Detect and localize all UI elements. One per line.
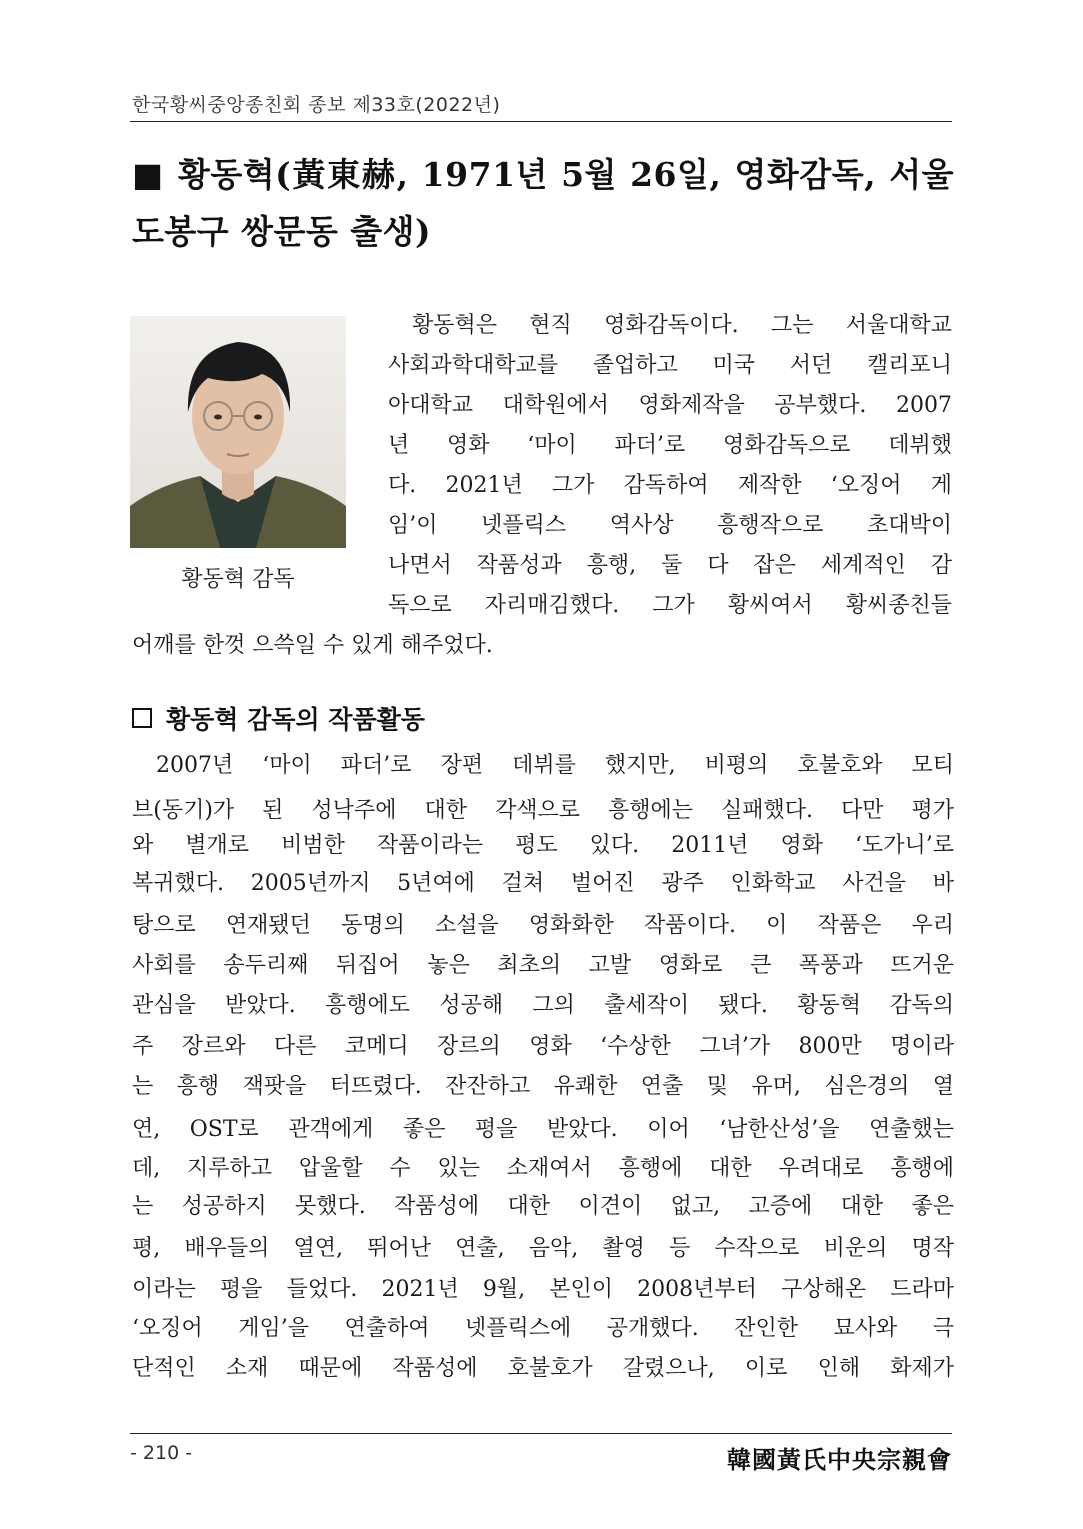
intro-line: 사회과학대학교를 졸업하고 미국 서던 캘리포니 (388, 353, 952, 378)
body-line: 데, 지루하고 압울할 수 있는 소재여서 흥행에 대한 우려대로 흥행에 (132, 1156, 954, 1181)
body-line: 주 장르와 다른 코메디 장르의 영화 ‘수상한 그녀’가 800만 명이라 (132, 1034, 954, 1059)
checkbox-square-icon (132, 708, 152, 728)
article-title (132, 146, 954, 260)
section-heading-text: 황동혁 감독의 작품활동 (166, 705, 425, 734)
intro-line: 년 영화 ‘마이 파더’로 영화감독으로 데뷔했 (388, 433, 952, 458)
body-line: 관심을 받았다. 흥행에도 성공해 그의 출세작이 됐다. 황동혁 감독의 (132, 993, 954, 1018)
body-line: 이라는 평을 들었다. 2021년 9월, 본인이 2008년부터 구상해온 드라마 (132, 1277, 954, 1302)
body-line: 2007년 ‘마이 파더’로 장편 데뷔를 했지만, 비평의 호불호와 모티 (156, 753, 954, 778)
intro-line: 황동혁은 현직 영화감독이다. 그는 서울대학교 (412, 313, 952, 338)
intro-line: 독으로 자리매김했다. 그가 황씨여서 황씨종친들 (388, 593, 952, 618)
body-line: 사회를 송두리째 뒤집어 놓은 최초의 고발 영화로 큰 폭풍과 뜨거운 (132, 953, 954, 978)
intro-line: 임’이 넷플릭스 역사상 흥행작으로 초대박이 (388, 513, 952, 538)
body-line: 평, 배우들의 열연, 뛰어난 연출, 음악, 촬영 등 수작으로 비운의 명작 (132, 1236, 954, 1261)
footer-rule (130, 1433, 952, 1434)
body-line: ‘오징어 게임’을 연출하여 넷플릭스에 공개했다. 잔인한 묘사와 극 (132, 1316, 954, 1341)
header-rule (130, 121, 952, 122)
intro-line: 어깨를 한껏 으쓱일 수 있게 해주었다. (132, 633, 493, 658)
intro-line: 다. 2021년 그가 감독하여 제작한 ‘오징어 게 (388, 473, 952, 498)
intro-line: 나면서 작품성과 흥행, 둘 다 잡은 세계적인 감 (388, 553, 952, 578)
body-line: 연, OST로 관객에게 좋은 평을 받았다. 이어 ‘남한산성’을 연출했는 (132, 1117, 954, 1142)
organization-name: 韓國黃氏中央宗親會 (727, 1445, 952, 1474)
section-heading (132, 700, 425, 736)
body-line: 브(동기)가 된 성낙주에 대한 각색으로 흥행에는 실패했다. 다만 평가 (132, 798, 954, 823)
journal-header: 한국황씨중앙종친회 종보 제33호(2022년) (132, 94, 501, 116)
intro-line: 아대학교 대학원에서 영화제작을 공부했다. 2007 (388, 393, 952, 418)
body-line: 와 별개로 비범한 작품이라는 평도 있다. 2011년 영화 ‘도가니’로 (132, 833, 954, 858)
body-line: 복귀했다. 2005년까지 5년여에 걸쳐 벌어진 광주 인화학교 사건을 바 (132, 871, 954, 896)
photo-caption: 황동혁 감독 (181, 567, 295, 592)
page-number: - 210 - (130, 1442, 193, 1464)
director-portrait-photo (130, 316, 346, 548)
body-line: 탕으로 연재됐던 동명의 소설을 영화화한 작품이다. 이 작품은 우리 (132, 913, 954, 938)
body-line: 는 흥행 잭팟을 터뜨렸다. 잔잔하고 유쾌한 연출 및 유머, 심은경의 열 (132, 1074, 954, 1099)
body-line: 단적인 소재 때문에 작품성에 호불호가 갈렸으나, 이로 인해 화제가 (132, 1356, 954, 1381)
title-line-1: ■ 황동혁(黃東赫, 1971년 5월 26일, 영화감독, 서울 (132, 155, 954, 194)
title-line-2: 도봉구 쌍문동 출생) (132, 212, 432, 251)
body-line: 는 성공하지 못했다. 작품성에 대한 이견이 없고, 고증에 대한 좋은 (132, 1194, 954, 1219)
